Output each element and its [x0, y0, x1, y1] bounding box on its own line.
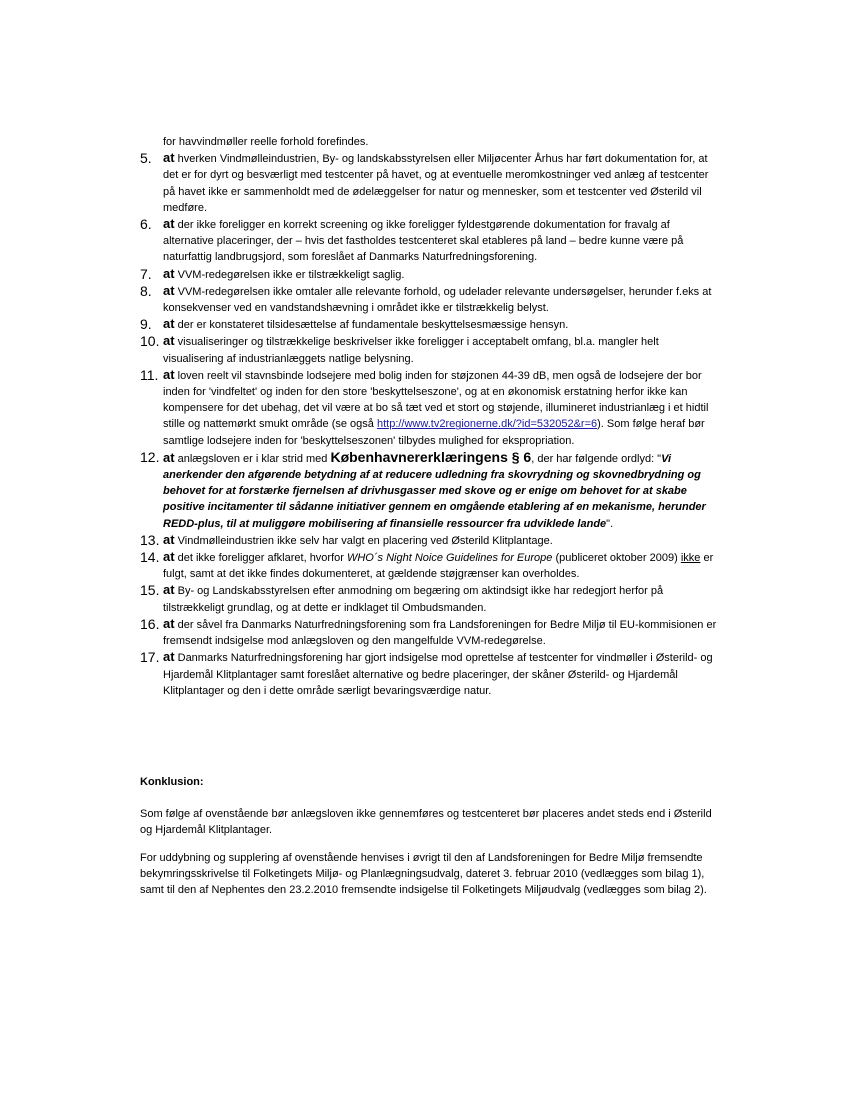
- declaration-reference: Københavnererklæringens § 6: [330, 448, 532, 465]
- item-text: der såvel fra Danmarks Naturfredningsforening som fra Landsforeningen for Bedre Miljø til EU-kommisionen er fremsendt indsigelse mod anlægsloven og den mangelfulde VVM-redegørelse.: [163, 618, 717, 648]
- item-text: Vindmølleindustrien ikke selv har valgt en placering ved Østerild Klitplantage.: [177, 534, 553, 547]
- item-text-continued: , der har følgende ordlyd: ": [531, 452, 662, 465]
- item-number: 5.: [140, 150, 152, 167]
- item-lead: at: [163, 649, 175, 665]
- list-item-8: [140, 283, 720, 316]
- item-text: By- og Landskabsstyrelsen efter anmodning om begæring om aktindsigt ikke har redegjort herfor på tilstrækkeligt grundlag, og at dette er indklaget til Ombudsmanden.: [163, 585, 664, 614]
- item-text-end: er fulgt, samt at det ikke findes dokumenteret, at gældende støjgrænser kan overholdes.: [163, 552, 714, 581]
- item-text: der ikke foreligger en korrekt screening og ikke foreligger fyldestgørende dokumentation for fravalg af alternative placeringer, der – hvis det fastholdes testcenteret skal etableres på land – bedre kunne være på naturfattig landbrugsjord, som foreslået af Danmarks Naturfredningsforening.: [163, 219, 684, 264]
- item-lead: at: [163, 333, 175, 349]
- item-lead: at: [163, 216, 175, 232]
- list-item-15: [140, 582, 720, 615]
- item-text: visualiseringer og tilstrækkelige beskrivelser ikke foreligger i acceptabelt omfang, bl.a. mangler helt visualisering af industrianlæggets natlige belysning.: [163, 336, 659, 365]
- item-number: 11.: [140, 366, 159, 383]
- item-number: 13.: [140, 531, 160, 548]
- tv2-regionerne-link[interactable]: http://www.tv2regionerne.dk/?id=532052&r=6: [376, 418, 598, 431]
- conclusion-paragraph-1: Som følge af ovenstående bør anlægsloven ikke gennemføres og testcenteret bør placeres andet steds end i Østerild og Hjardemål Klitplantager.: [140, 808, 712, 837]
- list-item-10: [140, 333, 720, 366]
- guideline-title: WHO´s Night Noice Guidelines for Europe: [346, 552, 553, 565]
- item-text: anlægsloven er i klar strid med: [177, 452, 331, 465]
- item-number: 10.: [140, 333, 160, 350]
- item-text: det ikke foreligger afklaret, hvorfor: [177, 552, 347, 565]
- list-item-16: [140, 616, 720, 649]
- conclusion-paragraph-2: For uddybning og supplering af ovenstående henvises i øvrigt til den af Landsforeningen for Bedre Miljø fremsendte bekymringsskrivelse til Folketingets Miljø- og Planlægningsudvalg, dateret 3. februar 2010 (vedlægges som bilag 1), samt til den af Nephentes den 23.2.2010 fremsendte indsigelse til Folketingets Miljøudvalg (vedlægges som bilag 2).: [140, 852, 707, 897]
- item-lead: at: [163, 549, 175, 565]
- item-text: der er konstateret tilsidesættelse af fundamentale beskyttelsesmæssige hensyn.: [177, 319, 569, 332]
- list-item-12: [140, 449, 720, 532]
- item-number: 17.: [140, 649, 160, 666]
- item-number: 14.: [140, 549, 160, 566]
- item-lead: at: [163, 582, 175, 598]
- item-number: 12.: [140, 448, 160, 465]
- item-lead: at: [163, 531, 175, 547]
- list-item-9: [140, 316, 720, 333]
- item-number: 7.: [140, 265, 152, 282]
- item-text: hverken Vindmølleindustrien, By- og landskabsstyrelsen eller Miljøcenter Århus har ført dokumentation for, at det er for dyrt og besværligt med testcenter på havet, og at eventuelle meromkostninger ved anlæg af testcenter på havet ikke er sammenholdt med de ødelæggelser for natur og mennesker, som et testcenter ved Østerild vil medføre.: [163, 153, 709, 214]
- conclusion-heading: Konklusion:: [140, 776, 204, 788]
- continuation-text: for havvindmøller reelle forhold forefindes.: [163, 136, 369, 148]
- item-text-continued: (publiceret oktober 2009): [552, 552, 681, 565]
- list-item-7: [140, 266, 720, 283]
- list-item-5: [140, 150, 720, 216]
- item-number: 9.: [140, 316, 152, 333]
- item-text: VVM-redegørelsen ikke er tilstrækkeligt saglig.: [177, 268, 405, 281]
- item-lead: at: [163, 150, 175, 166]
- list-item-6: [140, 216, 720, 266]
- numbered-list: [140, 134, 720, 699]
- item-number: 8.: [140, 282, 152, 299]
- item-text-end: ".: [606, 517, 614, 530]
- list-item-11: [140, 367, 720, 449]
- item-text: Danmarks Naturfredningsforening har gjort indsigelse mod oprettelse af testcenter for vindmøller i Østerild- og Hjardemål Klitplantager samt foreslået alternative og bedre placeringer, der skåner Østerild- og Hjardemål Klitplantager og den i dette område særligt bevaringsværdige natur.: [163, 652, 713, 697]
- underlined-word: ikke: [680, 552, 701, 565]
- item-text-continued: ). Som følge heraf bør samtlige lodsejere inden for 'beskyttelseszonen' tilbydes mulighed for ekspropriation.: [163, 418, 705, 447]
- item-number: 15.: [140, 582, 160, 599]
- item-lead: at: [163, 615, 175, 631]
- list-item-14: [140, 549, 720, 582]
- item-text: loven reelt vil stavnsbinde lodsejere med bolig inden for støjzonen 44-39 dB, men også de lodsejere der bor inden for 'vindfeltet' og inden for den store 'beskyttelseszone', og at en økonomisk erstatning herfor ikke kan kompensere for det ubehag, det vil være at bo så tæt ved et stort og støjende, illumineret industrianlæg i et hidtil stille og nattemørkt smukt område (se også: [163, 369, 709, 431]
- item-number: 6.: [140, 216, 152, 233]
- list-item-17: [140, 649, 720, 699]
- item-lead: at: [163, 449, 175, 465]
- list-item-13: [140, 532, 720, 549]
- item-lead: at: [163, 282, 175, 298]
- item-number: 16.: [140, 615, 160, 632]
- item-lead: at: [163, 316, 175, 332]
- declaration-quote: Vi anerkender den afgørende betydning af at reducere udledning fra skovrydning og skovnedbrydning og behovet for at forstærke fjernelsen af drivhusgasser med skove og er enige om behovet for at skabe positive incitamenter til sådanne initiativer gennem en omgående etablering af en mekanisme, herunder REDD-plus, til at muliggøre mobilisering af finansielle ressourcer fra udviklede lande: [163, 452, 706, 530]
- item-lead: at: [163, 265, 175, 281]
- item-text: VVM-redegørelsen ikke omtaler alle relevante forhold, og udelader relevante undersøgelser, herunder f.eks at konsekvenser ved en vandstandshævning i området ikke er tilstrækkelig belyst.: [163, 285, 712, 315]
- item-lead: at: [163, 366, 175, 382]
